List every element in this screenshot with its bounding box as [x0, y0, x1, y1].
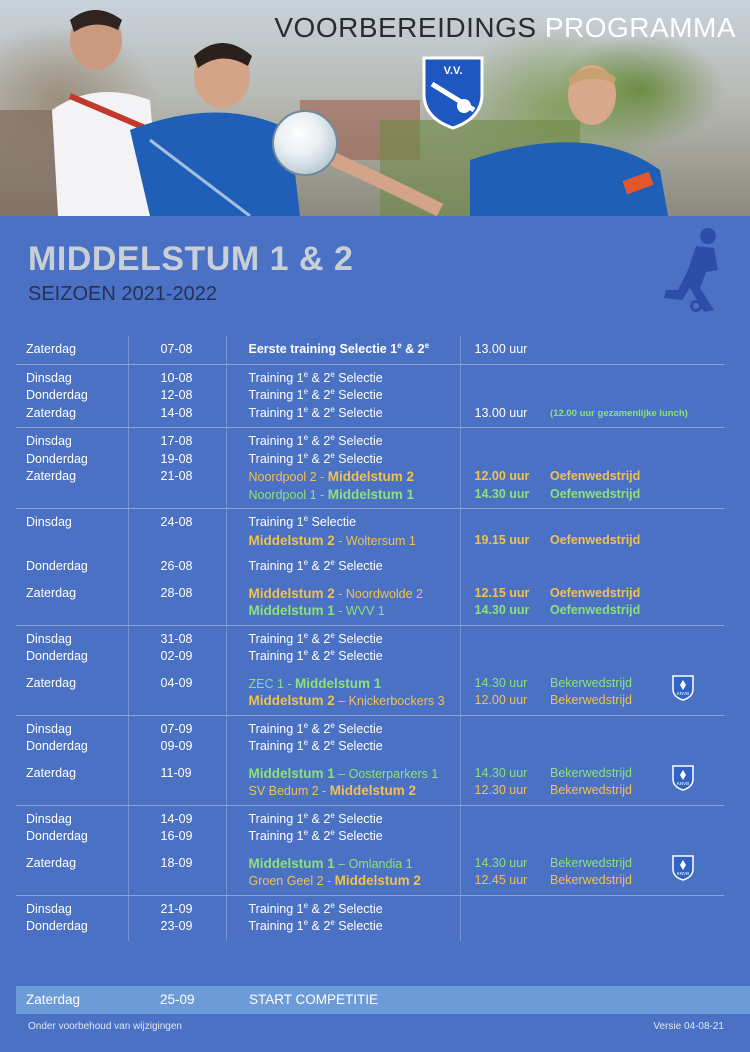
date-label: 19-08: [160, 451, 193, 466]
day-label: Donderdag: [26, 739, 88, 753]
version-note: Versie 04-08-21: [653, 1021, 724, 1032]
time-label: 14.30 uur: [474, 765, 528, 780]
time-label: 14.30 uur: [474, 603, 530, 617]
day-label: Zaterdag: [26, 855, 77, 870]
date-label: 21-09: [160, 901, 193, 916]
day-label: Zaterdag: [26, 675, 77, 690]
date-label: 18-09: [160, 855, 193, 870]
hero-title-part2: PROGRAMMA: [544, 12, 736, 43]
day-label: Donderdag: [26, 829, 88, 843]
match-type-label: Oefenwedstrijd: [550, 603, 641, 617]
training-label: Training 1e & 2e Selectie: [248, 630, 383, 646]
match-type-label: Oefenwedstrijd: [550, 486, 641, 501]
date-label: 21-08: [160, 469, 193, 483]
schedule-group: [16, 895, 724, 941]
match-type-label: Bekerwedstrijd: [550, 765, 632, 780]
training-label: Training 1e & 2e Selectie: [248, 432, 383, 448]
schedule-group: [16, 715, 724, 805]
season-label: SEIZOEN 2021-2022: [28, 283, 217, 305]
training-label: Training 1e & 2e Selectie: [248, 720, 383, 736]
day-label: Dinsdag: [26, 811, 72, 826]
time-label: 14.30 uur: [474, 855, 528, 870]
match-type-label: Bekerwedstrijd: [550, 783, 632, 797]
schedule-group: [16, 805, 724, 895]
training-label: Training 1e & 2e Selectie: [248, 557, 383, 573]
date-label: 04-09: [160, 675, 193, 690]
time-label: 14.30 uur: [474, 486, 530, 501]
svg-text:KNVB: KNVB: [676, 690, 690, 696]
time-label: 13.00 uur: [474, 342, 528, 356]
day-label: Dinsdag: [26, 434, 72, 448]
svg-text:KNVB: KNVB: [676, 870, 690, 876]
training-label: Training 1e & 2e Selectie: [248, 386, 383, 402]
match-label: Groen Geel 2 - Middelstum 2: [248, 873, 421, 888]
football-player-icon: [656, 226, 732, 314]
date-label: 12-08: [160, 388, 193, 402]
day-label: Donderdag: [26, 451, 88, 466]
date-label: 16-09: [160, 829, 193, 843]
hero-photo: [0, 0, 750, 216]
disclaimer-note: Onder voorbehoud van wijzigingen: [28, 1021, 182, 1032]
time-label: 12.30 uur: [474, 783, 528, 797]
date-label: 26-08: [160, 559, 193, 573]
match-label: Noordpool 1 - Middelstum 1: [248, 486, 414, 502]
match-label: Middelstum 1 – Omlandia 1: [248, 855, 413, 871]
training-label: Training 1e & 2e Selectie: [248, 917, 383, 933]
training-label: Training 1e Selectie: [248, 513, 357, 529]
time-label: 19.15 uur: [474, 532, 530, 547]
knvb-shield-icon: [672, 765, 694, 791]
date-label: 14-09: [160, 811, 193, 826]
match-label: Middelstum 1 - WVV 1: [248, 603, 385, 618]
schedule-group: [16, 625, 724, 715]
date-label: 07-08: [160, 342, 193, 356]
time-label: 13.00 uur: [474, 405, 528, 420]
match-type-label: Bekerwedstrijd: [550, 693, 632, 707]
schedule-group: [16, 428, 724, 509]
hero-title: [274, 12, 736, 44]
training-label: Training 1e & 2e Selectie: [248, 810, 383, 826]
day-label: Dinsdag: [26, 721, 72, 736]
schedule-group: [16, 364, 724, 428]
competition-start-bar: [16, 986, 750, 1014]
day-label: Dinsdag: [26, 631, 72, 646]
time-label: 14.30 uur: [474, 675, 528, 690]
knvb-shield-icon: [672, 855, 694, 881]
date-label: 17-08: [160, 434, 193, 448]
match-label: SV Bedum 2 - Middelstum 2: [248, 783, 417, 798]
date-label: 09-09: [160, 739, 193, 753]
footer-day: Zaterdag: [26, 992, 81, 1007]
knvb-shield-icon: [672, 675, 694, 701]
match-type-label: Bekerwedstrijd: [550, 855, 632, 870]
date-label: 28-08: [160, 585, 193, 600]
training-label: Training 1e & 2e Selectie: [248, 369, 383, 385]
schedule-table: [16, 336, 724, 941]
schedule-group: [16, 336, 724, 364]
date-label: 24-08: [160, 515, 193, 529]
date-label: 11-09: [160, 765, 192, 780]
club-crest-logo: [420, 54, 486, 130]
day-label: Zaterdag: [26, 342, 77, 356]
day-label: Donderdag: [26, 388, 88, 402]
day-label: Dinsdag: [26, 370, 72, 385]
match-type-label: Oefenwedstrijd: [550, 585, 641, 600]
footer-date: 25-09: [160, 992, 195, 1007]
time-label: 12.00 uur: [474, 469, 530, 483]
day-label: Zaterdag: [26, 765, 77, 780]
time-label: 12.45 uur: [474, 873, 528, 887]
date-label: 10-08: [160, 370, 193, 385]
date-label: 07-09: [160, 721, 193, 736]
match-label: ZEC 1 - Middelstum 1: [248, 675, 382, 691]
time-label: 12.00 uur: [474, 693, 528, 707]
training-label: Training 1e & 2e Selectie: [248, 647, 383, 663]
day-label: Zaterdag: [26, 585, 77, 600]
day-label: Dinsdag: [26, 901, 72, 916]
training-label: Training 1e & 2e Selectie: [248, 404, 383, 420]
date-label: 23-09: [160, 919, 193, 933]
match-label: Middelstum 2 - Noordwolde 2: [248, 585, 424, 601]
day-label: Zaterdag: [26, 405, 77, 420]
match-type-label: Bekerwedstrijd: [550, 873, 632, 887]
lunch-note: (12.00 uur gezamenlijke lunch): [550, 407, 688, 419]
day-label: Donderdag: [26, 649, 88, 663]
football: [272, 110, 338, 176]
time-label: 12.15 uur: [474, 585, 530, 600]
match-type-label: Bekerwedstrijd: [550, 675, 632, 690]
day-label: Zaterdag: [26, 469, 77, 483]
day-label: Donderdag: [26, 559, 88, 573]
svg-text:KNVB: KNVB: [676, 780, 690, 786]
match-type-label: Oefenwedstrijd: [550, 469, 641, 483]
training-label: Training 1e & 2e Selectie: [248, 450, 383, 466]
date-label: 02-09: [160, 649, 193, 663]
day-label: Donderdag: [26, 919, 88, 933]
date-label: 14-08: [160, 405, 193, 420]
match-label: Middelstum 1 – Oosterparkers 1: [248, 765, 439, 781]
training-label: Training 1e & 2e Selectie: [248, 827, 383, 843]
match-type-label: Oefenwedstrijd: [550, 532, 641, 547]
match-label: Middelstum 2 – Knickerbockers 3: [248, 693, 445, 708]
match-label: Noordpool 2 - Middelstum 2: [248, 469, 414, 484]
team-title: MIDDELSTUM 1 & 2: [28, 240, 354, 278]
match-label: Middelstum 2 - Woltersum 1: [248, 532, 416, 548]
page-heading: [28, 240, 353, 306]
day-label: Dinsdag: [26, 515, 72, 529]
training-label: Training 1e & 2e Selectie: [248, 900, 383, 916]
footer-event: START COMPETITIE: [249, 992, 379, 1007]
hero-title-part1: VOORBEREIDINGS: [274, 12, 537, 43]
schedule-group: [16, 509, 724, 626]
activity-label: Eerste training Selectie 1e & 2e: [248, 340, 430, 356]
training-label: Training 1e & 2e Selectie: [248, 737, 383, 753]
svg-text:V.V.: V.V.: [443, 65, 463, 77]
date-label: 31-08: [160, 631, 193, 646]
